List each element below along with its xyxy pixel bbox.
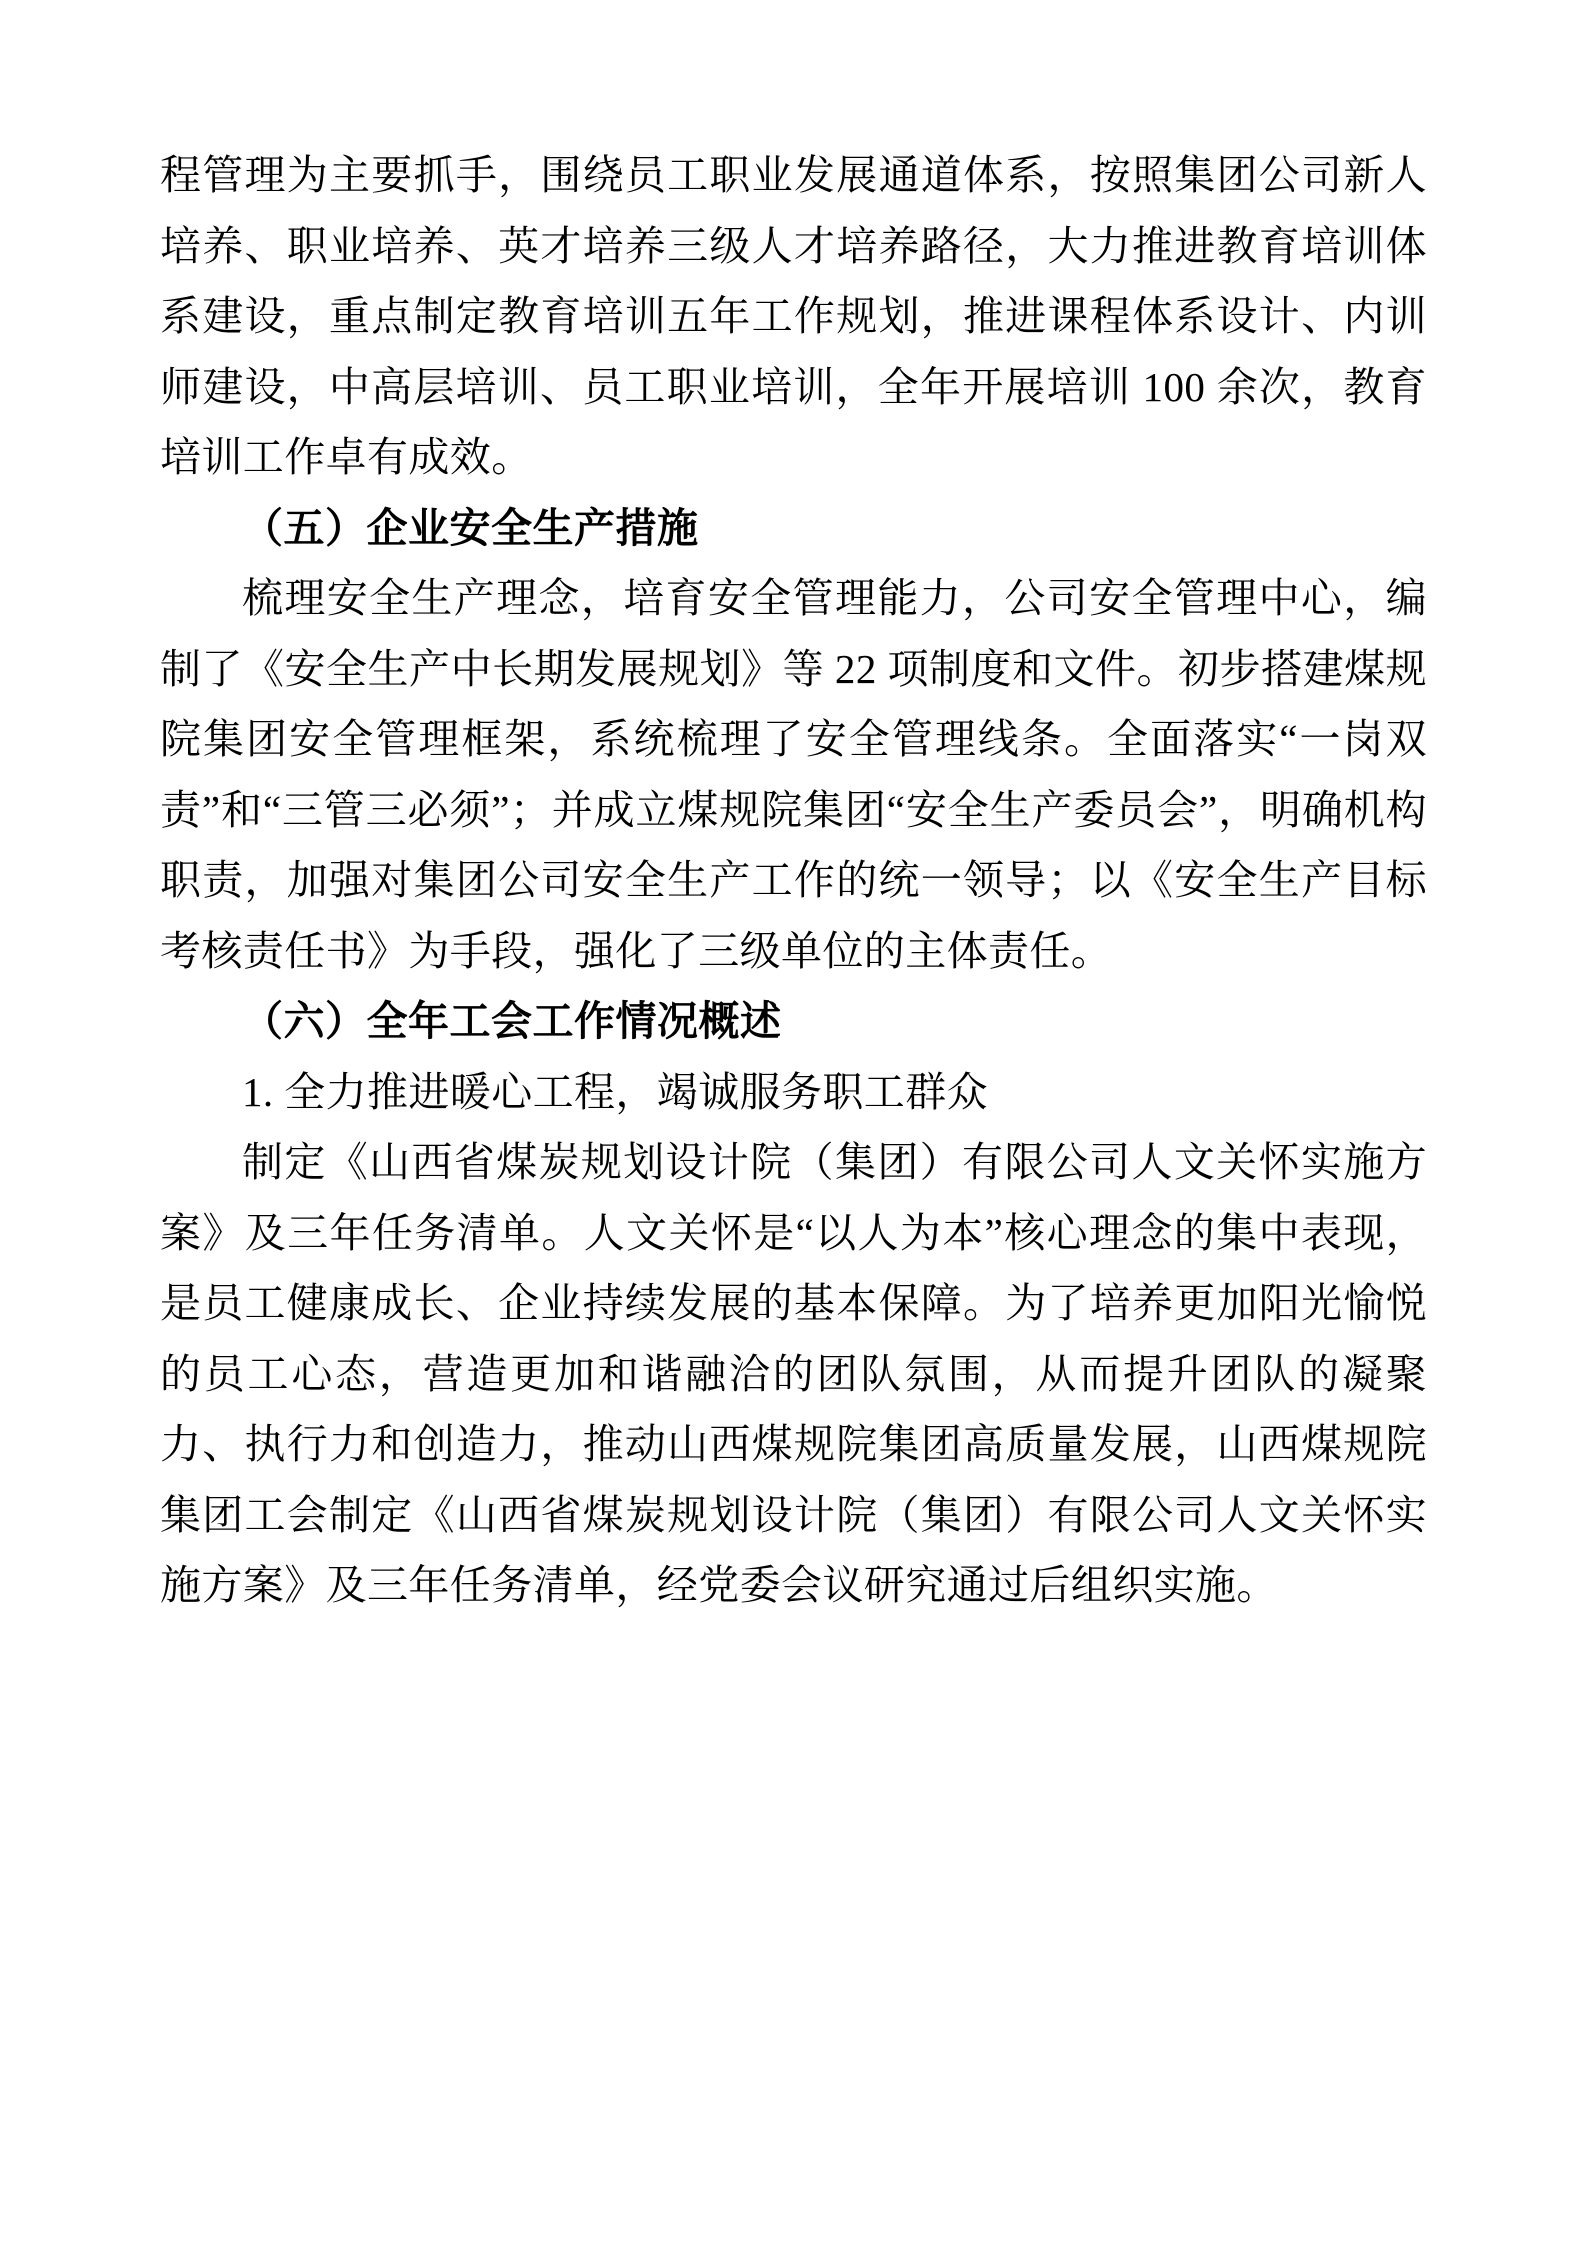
numbered-item-1: 1. 全力推进暖心工程，竭诚服务职工群众 (242, 1068, 988, 1115)
section-heading-six: （六）全年工会工作情况概述 (242, 998, 782, 1045)
paragraph-continued-training: 程管理为主要抓手，围绕员工职业发展通道体系，按照集团公司新人培养、职业培养、英才培养三级人才培养路径，大力推进教育培训体系建设，重点制定教育培训五年工作规划，推进课程体系设计、内训师建设，中高层培训、员工职业培训，全年开展培训 100 余次，教育培训工作卓有成效。 (160, 152, 1427, 481)
paragraph-union-work: 制定《山西省煤炭规划设计院（集团）有限公司人文关怀实施方案》及三年任务清单。人文关怀是“以人为本”核心理念的集中表现，是员工健康成长、企业持续发展的基本保障。为了培养更加阳光愉悦的员工心态，营造更加和谐融洽的团队氛围，从而提升团队的凝聚力、执行力和创造力，推动山西煤规院集团高质量发展，山西煤规院集团工会制定《山西省煤炭规划设计院（集团）有限公司人文关怀实施方案》及三年任务清单，经党委会议研究通过后组织实施。 (160, 1139, 1427, 1609)
section-heading-five: （五）企业安全生产措施 (242, 504, 699, 551)
paragraph-safety-production: 梳理安全生产理念，培育安全管理能力，公司安全管理中心，编制了《安全生产中长期发展规划》等 22 项制度和文件。初步搭建煤规院集团安全管理框架，系统梳理了安全管理线条。全面落实“一岗双责”和“三管三必须”；并成立煤规院集团“安全生产委员会”，明确机构职责，加强对集团公司安全生产工作的统一领导；以《安全生产目标考核责任书》为手段，强化了三级单位的主体责任。 (160, 575, 1427, 974)
